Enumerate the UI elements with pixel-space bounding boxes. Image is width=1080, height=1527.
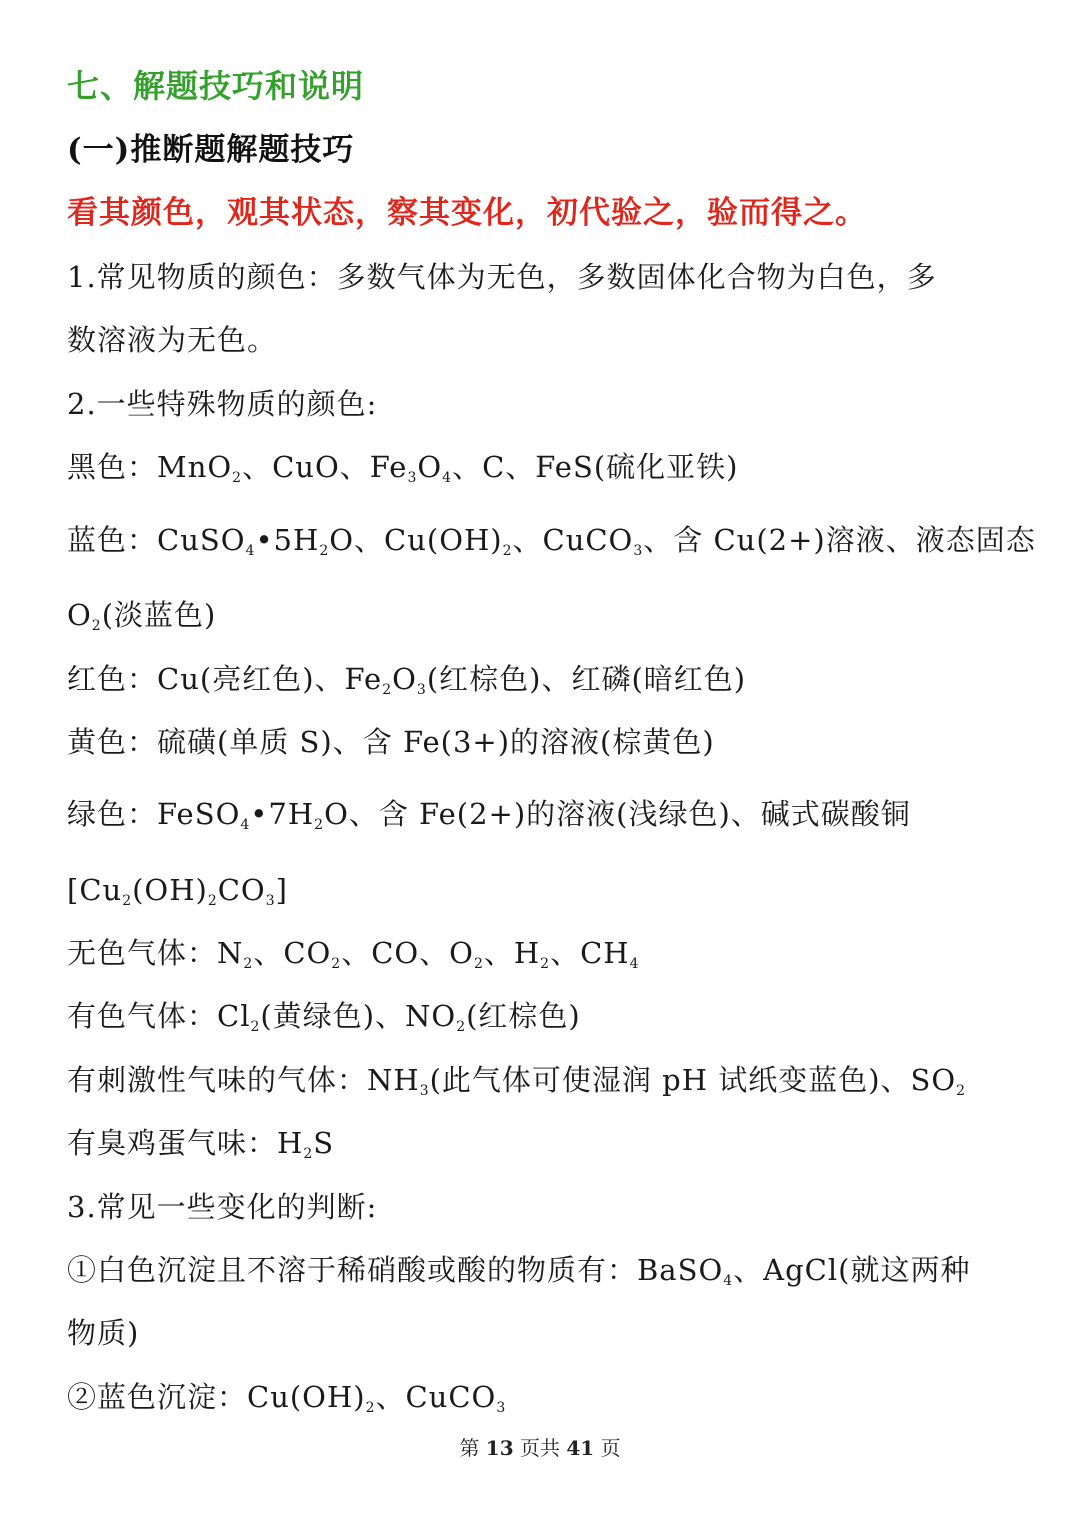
formula-text: (此气体可使湿润 pH 试纸变蓝色)、SO xyxy=(429,1063,957,1097)
paragraph-2: 2.一些特殊物质的颜色: xyxy=(67,387,378,421)
formula-text: N xyxy=(217,936,244,970)
formula-text: 硫磺(单质 S)、含 Fe(3+)的溶液(棕黄色) xyxy=(157,725,715,759)
page-number: 13 xyxy=(485,1436,514,1460)
green-label: 绿色： xyxy=(67,797,158,831)
subsection-title: (一)推断题解题技巧 xyxy=(67,132,355,168)
formula-text: NH xyxy=(367,1063,420,1097)
subscript: 2 xyxy=(956,1083,967,1099)
formula-text: (淡蓝色) xyxy=(101,598,217,632)
formula-text: MnO xyxy=(157,450,233,484)
black-colors xyxy=(67,447,1020,487)
motto: 看其颜色，观其状态，察其变化，初代验之，验而得之。 xyxy=(67,195,867,231)
pungent-gas-label: 有刺激性气味的气体： xyxy=(67,1063,368,1097)
subscript: 4 xyxy=(240,817,251,833)
blue-label: 蓝色： xyxy=(67,523,158,557)
pungent-gases xyxy=(67,1060,1020,1100)
subscript: 2 xyxy=(540,956,551,972)
formula-text: 、CuCO xyxy=(375,1380,497,1414)
black-label: 黑色： xyxy=(67,450,158,484)
formula-text: Cu(亮红色)、Fe xyxy=(157,662,383,696)
formula-text: FeSO xyxy=(157,797,241,831)
subscript: 3 xyxy=(407,470,418,486)
subscript: 2 xyxy=(314,817,325,833)
colorless-gases xyxy=(67,933,1020,973)
blue-colors-cont xyxy=(67,595,1020,635)
green-colors-cont xyxy=(67,870,1020,910)
formula-text: O xyxy=(392,662,417,696)
formula-text: [Cu xyxy=(67,873,123,907)
yellow-label: 黄色： xyxy=(67,725,158,759)
subscript: 2 xyxy=(122,893,133,909)
colored-gas-label: 有色气体： xyxy=(67,999,218,1033)
subscript: 4 xyxy=(723,1273,734,1289)
subscript: 4 xyxy=(629,956,640,972)
formula-text: O xyxy=(417,450,443,484)
paragraph-1-line-2: 数溶液为无色。 xyxy=(67,323,278,357)
subscript: 3 xyxy=(265,893,276,909)
subscript: 2 xyxy=(232,470,243,486)
formula-text: (OH) xyxy=(132,873,208,907)
subscript: 2 xyxy=(243,956,254,972)
footer-text: 页 xyxy=(600,1436,621,1460)
subscript: 2 xyxy=(382,682,393,698)
subscript: 2 xyxy=(303,1146,314,1162)
subscript: 3 xyxy=(633,543,644,559)
item-1 xyxy=(67,1250,1020,1290)
formula-text: •7H xyxy=(250,797,315,831)
subscript: 2 xyxy=(502,543,513,559)
green-colors xyxy=(67,794,1020,834)
red-colors xyxy=(67,659,1020,699)
formula-text: H xyxy=(277,1126,304,1160)
footer-text: 第 xyxy=(459,1436,480,1460)
formula-text: 、CuCO xyxy=(512,523,634,557)
formula-text: 、CO、O xyxy=(341,936,474,970)
subscript: 2 xyxy=(456,1019,467,1035)
formula-text: Cl xyxy=(217,999,251,1033)
subscript: 2 xyxy=(207,893,218,909)
colored-gases xyxy=(67,996,1020,1036)
formula-text: O、含 Fe(2+)的溶液(浅绿色)、碱式碳酸铜 xyxy=(324,797,911,831)
formula-text: CO xyxy=(217,873,266,907)
egg-gas-label: 有臭鸡蛋气味： xyxy=(67,1126,278,1160)
formula-text: (黄绿色)、NO xyxy=(260,999,457,1033)
formula-text: (红棕色)、红磷(暗红色) xyxy=(426,662,747,696)
item-2 xyxy=(67,1377,1020,1417)
formula-text: ①白色沉淀且不溶于稀硝酸或酸的物质有：BaSO xyxy=(67,1253,724,1287)
yellow-colors xyxy=(67,722,1020,762)
paragraph-1-line-1: 1.常见物质的颜色：多数气体为无色，多数固体化合物为白色，多 xyxy=(67,260,937,294)
formula-text: (红棕色) xyxy=(466,999,581,1033)
subscript: 3 xyxy=(419,1083,430,1099)
subscript: 2 xyxy=(331,956,342,972)
total-pages: 41 xyxy=(566,1436,595,1460)
subscript: 3 xyxy=(416,682,427,698)
formula-text: O xyxy=(67,598,92,632)
page-footer xyxy=(0,1432,1080,1461)
formula-text: 、CH xyxy=(550,936,630,970)
subscript: 2 xyxy=(319,543,330,559)
blue-colors xyxy=(67,520,1036,560)
formula-text: 、H xyxy=(483,936,541,970)
formula-text: O、Cu(OH) xyxy=(329,523,503,557)
colorless-gas-label: 无色气体： xyxy=(67,936,218,970)
subscript: 2 xyxy=(473,956,484,972)
subscript: 4 xyxy=(442,470,453,486)
formula-text: S xyxy=(313,1126,335,1160)
formula-text: ] xyxy=(275,873,288,907)
subscript: 3 xyxy=(496,1400,507,1416)
section-title: 七、解题技巧和说明 xyxy=(67,67,365,105)
formula-text: 、含 Cu(2+)溶液、液态固态 xyxy=(643,523,1036,557)
subscript: 2 xyxy=(250,1019,261,1035)
formula-text: 、AgCl(就这两种 xyxy=(733,1253,971,1287)
subscript: 2 xyxy=(91,618,102,634)
paragraph-3: 3.常见一些变化的判断: xyxy=(67,1190,378,1224)
formula-text: •5H xyxy=(255,523,320,557)
item-1-cont: 物质) xyxy=(67,1316,140,1350)
formula-text: CuSO xyxy=(157,523,246,557)
footer-text: 页共 xyxy=(520,1436,560,1460)
formula-text: 、CuO、Fe xyxy=(242,450,408,484)
subscript: 4 xyxy=(245,543,256,559)
formula-text: 、CO xyxy=(253,936,332,970)
red-label: 红色： xyxy=(67,662,158,696)
formula-text: ②蓝色沉淀：Cu(OH) xyxy=(67,1380,366,1414)
subscript: 2 xyxy=(365,1400,376,1416)
formula-text: 、C、FeS(硫化亚铁) xyxy=(452,450,739,484)
rotten-egg-gas xyxy=(67,1123,1020,1163)
